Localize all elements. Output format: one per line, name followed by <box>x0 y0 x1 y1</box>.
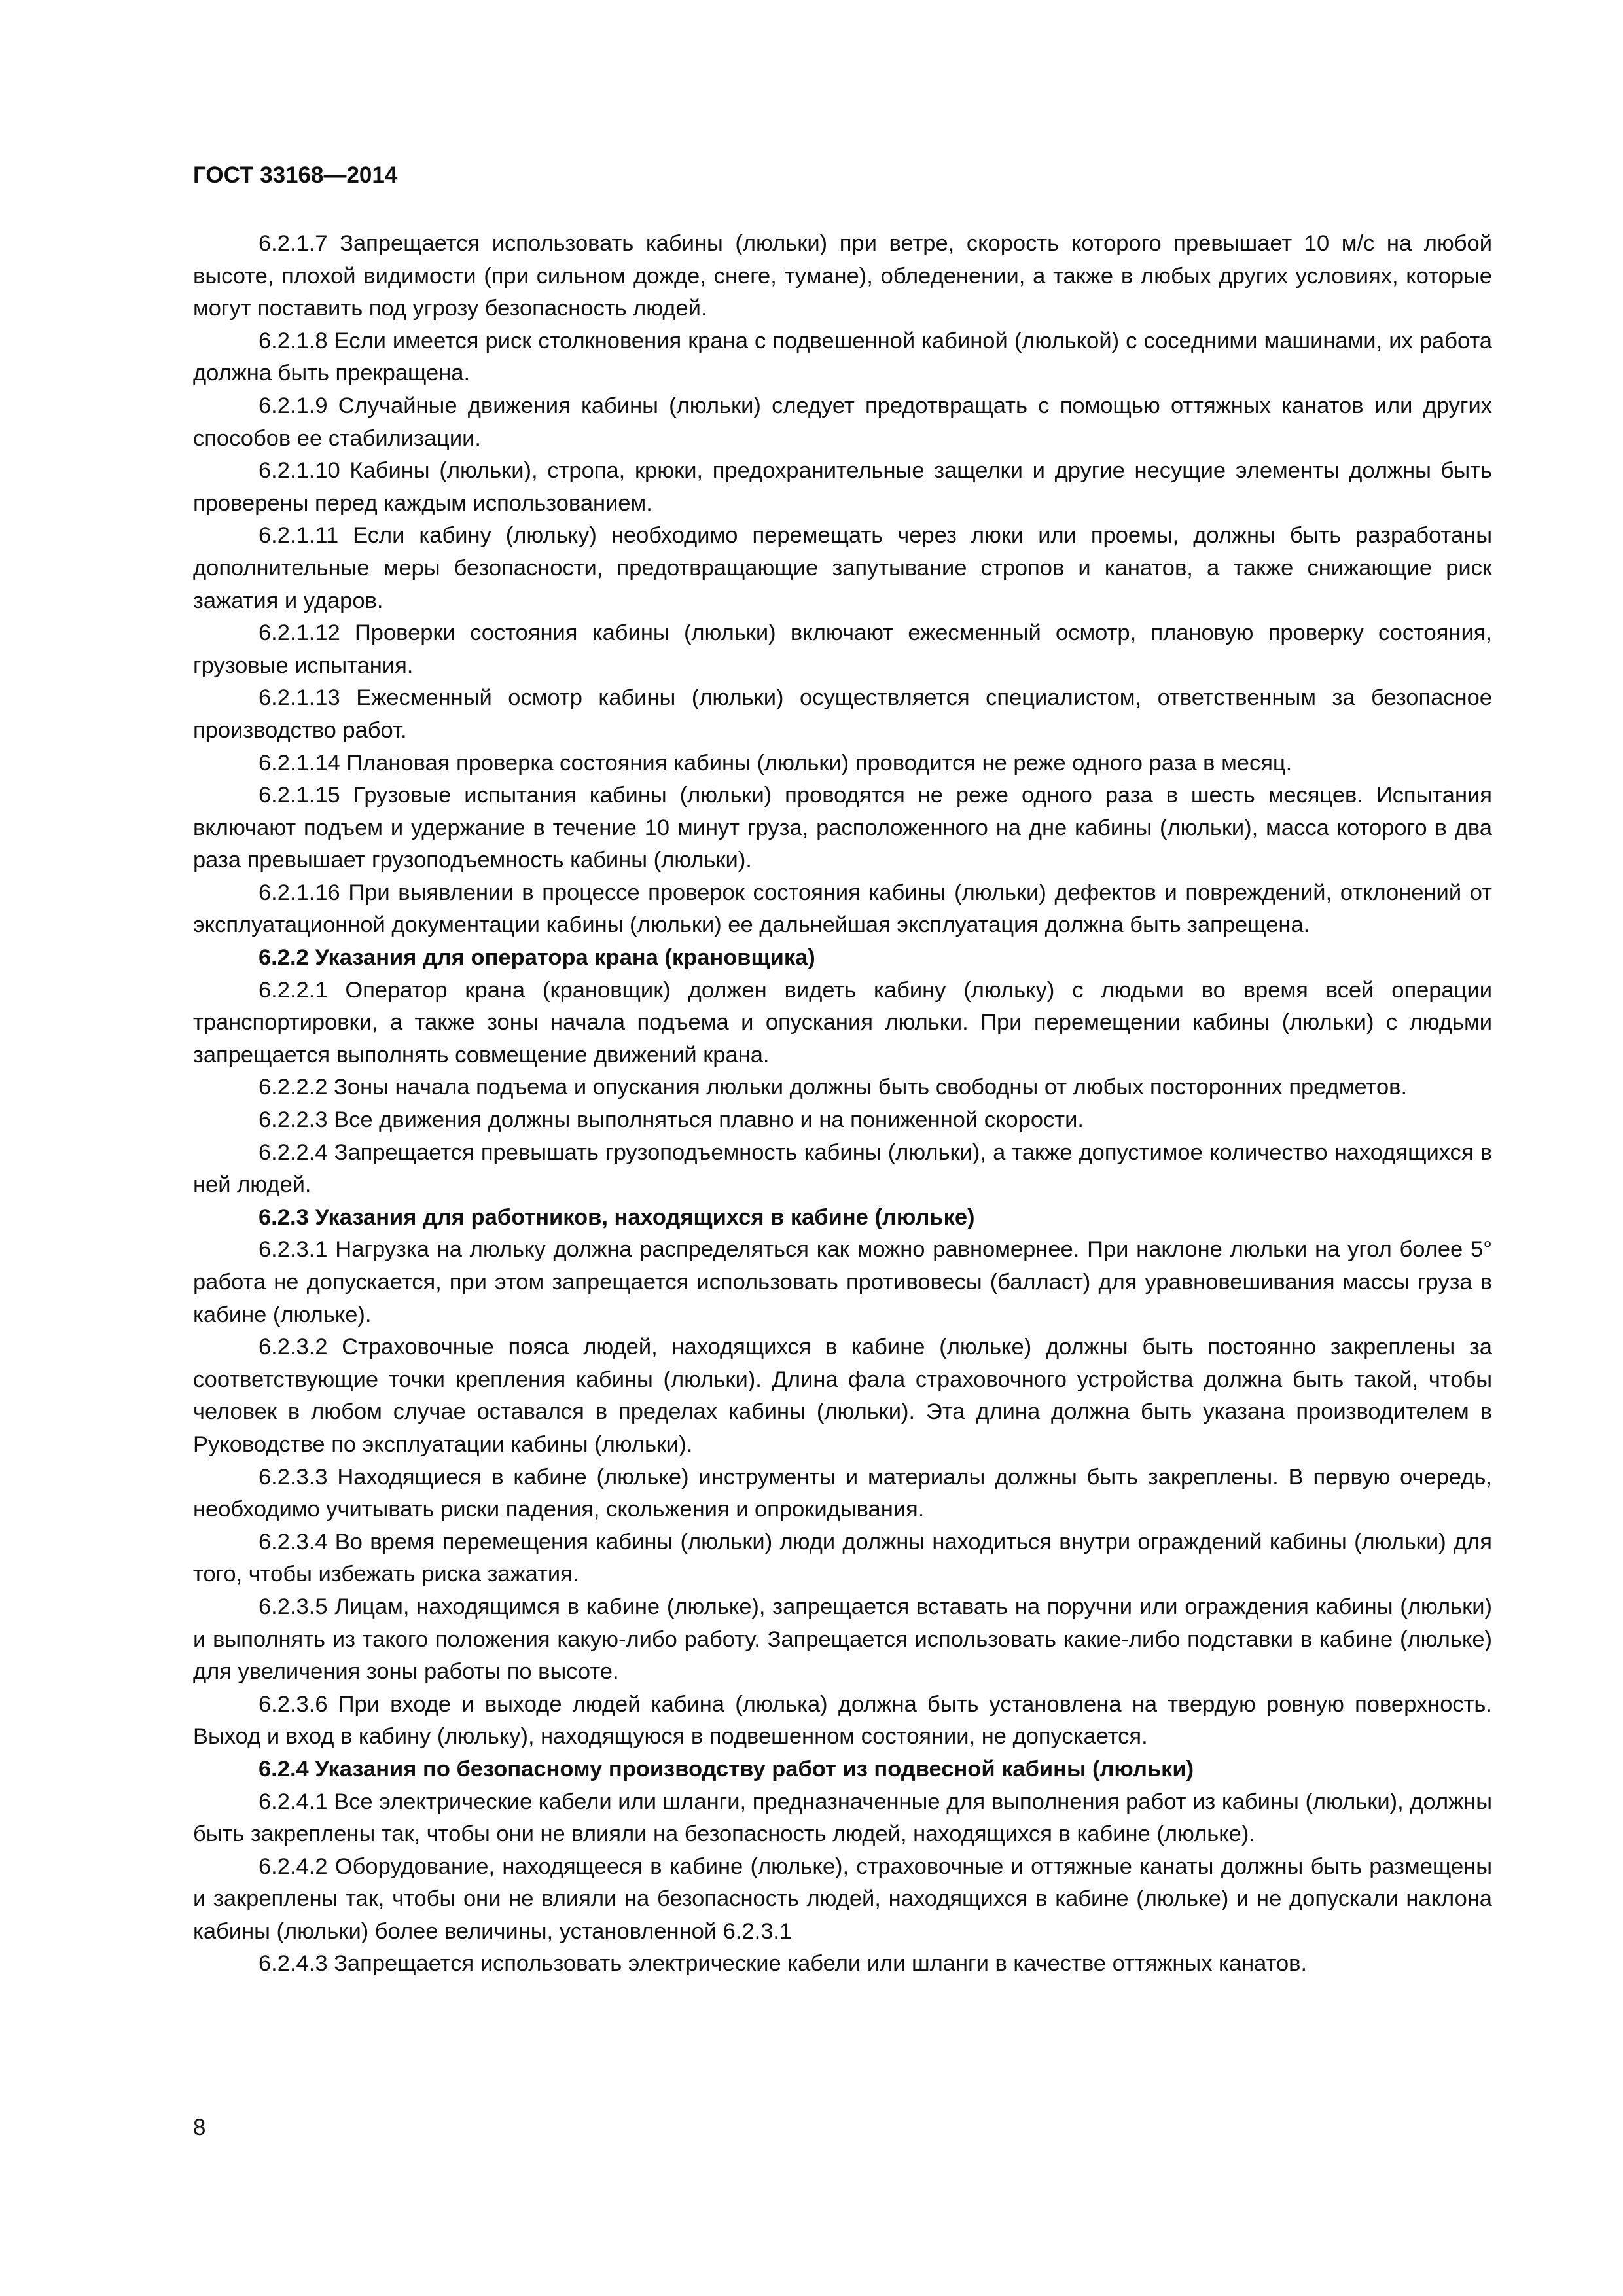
clause-6-2-3-4: 6.2.3.4 Во время перемещения кабины (люльки) люди должны находиться внутри ограждений кабины (люльки) для того, чтобы избежать риска зажатия. <box>193 1529 1492 1587</box>
clause-6-2-1-16: 6.2.1.16 При выявлении в процессе проверок состояния кабины (люльки) дефектов и повреждений, отклонений от эксплуатационной документации кабины (люльки) ее дальнейшая эксплуатация должна быть запрещена. <box>193 880 1492 938</box>
clause-6-2-1-13: 6.2.1.13 Ежесменный осмотр кабины (люльки) осуществляется специалистом, ответственным за безопасное производство работ. <box>193 685 1492 743</box>
clause-6-2-2-4: 6.2.2.4 Запрещается превышать грузоподъемность кабины (люльки), а также допустимое количество находящихся в ней людей. <box>193 1139 1492 1198</box>
clause-6-2-1-10: 6.2.1.10 Кабины (люльки), стропа, крюки, предохранительные защелки и другие несущие элементы должны быть проверены перед каждым использованием. <box>193 458 1492 516</box>
clause-6-2-1-12: 6.2.1.12 Проверки состояния кабины (люльки) включают ежесменный осмотр, плановую проверку состояния, грузовые испытания. <box>193 620 1492 678</box>
clause-6-2-3-6: 6.2.3.6 При входе и выходе людей кабина (люлька) должна быть установлена на твердую ровную поверхность. Выход и вход в кабину (люльку), находящуюся в подвешенном состоянии, не допускается. <box>193 1691 1492 1749</box>
clause-6-2-3-2: 6.2.3.2 Страховочные пояса людей, находящихся в кабине (люльке) должны быть постоянно закреплены за соответствующие точки крепления кабины (люльки). Длина фала страховочного устройства должна быть такой, чтобы человек в любом случае оставался в пределах кабины (люльки). Эта длина должна быть указана производителем в Руководстве по эксплуатации кабины (люльки). <box>193 1335 1492 1457</box>
clause-6-2-4-1: 6.2.4.1 Все электрические кабели или шланги, предназначенные для выполнения работ из кабины (люльки), должны быть закреплены так, чтобы они не влияли на безопасность людей, находящихся в кабине (люльке). <box>193 1789 1492 1847</box>
section-heading-6-2-2: 6.2.2 Указания для оператора крана (крановщика) <box>259 945 815 971</box>
clause-6-2-1-9: 6.2.1.9 Случайные движения кабины (люльки) следует предотвращать с помощью оттяжных канатов или других способов ее стабилизации. <box>193 393 1492 451</box>
page-number: 8 <box>193 2115 206 2140</box>
clause-6-2-2-2: 6.2.2.2 Зоны начала подъема и опускания люльки должны быть свободны от любых посторонних предметов. <box>259 1075 1408 1100</box>
document-body <box>193 228 1492 1981</box>
clause-6-2-1-8: 6.2.1.8 Если имеется риск столкновения крана с подвешенной кабиной (люлькой) с соседними машинами, их работа должна быть прекращена. <box>193 328 1492 386</box>
clause-6-2-1-15: 6.2.1.15 Грузовые испытания кабины (люльки) проводятся не реже одного раза в шесть месяцев. Испытания включают подъем и удержание в течение 10 минут груза, расположенного на дне кабины (люльки), масса которого в два раза превышает грузоподъемность кабины (люльки). <box>193 783 1492 873</box>
document-header: ГОСТ 33168—2014 <box>193 162 398 188</box>
clause-6-2-3-1: 6.2.3.1 Нагрузка на люльку должна распределяться как можно равномернее. При наклоне люльки на угол более 5° работа не допускается, при этом запрещается использовать противовесы (балласт) для уравновешивания массы груза в кабине (люльке). <box>193 1237 1492 1327</box>
clause-6-2-2-3: 6.2.2.3 Все движения должны выполняться плавно и на пониженной скорости. <box>259 1107 1084 1133</box>
clause-6-2-4-2: 6.2.4.2 Оборудование, находящееся в кабине (люльке), страховочные и оттяжные канаты должны быть размещены и закреплены так, чтобы они не влияли на безопасность людей, находящихся в кабине (люльке) и не допускали наклона кабины (люльки) более величины, установленной 6.2.3.1 <box>193 1854 1492 1944</box>
section-heading-6-2-4: 6.2.4 Указания по безопасному производству работ из подвесной кабины (люльки) <box>259 1756 1194 1782</box>
clause-6-2-3-5: 6.2.3.5 Лицам, находящимся в кабине (люльке), запрещается вставать на поручни или ограждения кабины (люльки) и выполнять из такого положения какую-либо работу. Запрещается использовать какие-либо подставки в кабине (люльке) для увеличения зоны работы по высоте. <box>193 1594 1492 1685</box>
clause-6-2-4-3: 6.2.4.3 Запрещается использовать электрические кабели или шланги в качестве оттяжных канатов. <box>259 1951 1308 1977</box>
clause-6-2-1-11: 6.2.1.11 Если кабину (люльку) необходимо перемещать через люки или проемы, должны быть разработаны дополнительные меры безопасности, предотвращающие запутывание стропов и канатов, а также снижающие риск зажатия и ударов. <box>193 523 1492 613</box>
clause-6-2-1-7: 6.2.1.7 Запрещается использовать кабины (люльки) при ветре, скорость которого превышает 10 м/с на любой высоте, плохой видимости (при сильном дожде, снеге, тумане), обледенении, а также в любых других условиях, которые могут поставить под угрозу безопасность людей. <box>193 231 1492 321</box>
clause-6-2-1-14: 6.2.1.14 Плановая проверка состояния кабины (люльки) проводится не реже одного раза в месяц. <box>259 750 1293 776</box>
clause-6-2-3-3: 6.2.3.3 Находящиеся в кабине (люльке) инструменты и материалы должны быть закреплены. В первую очередь, необходимо учитывать риски падения, скольжения и опрокидывания. <box>193 1464 1492 1522</box>
section-heading-6-2-3: 6.2.3 Указания для работников, находящихся в кабине (люльке) <box>259 1204 975 1230</box>
clause-6-2-2-1: 6.2.2.1 Оператор крана (крановщик) должен видеть кабину (люльку) с людьми во время всей операции транспортировки, а также зоны начала подъема и опускания люльки. При перемещении кабины (люльки) с людьми запрещается выполнять совмещение движений крана. <box>193 977 1492 1067</box>
